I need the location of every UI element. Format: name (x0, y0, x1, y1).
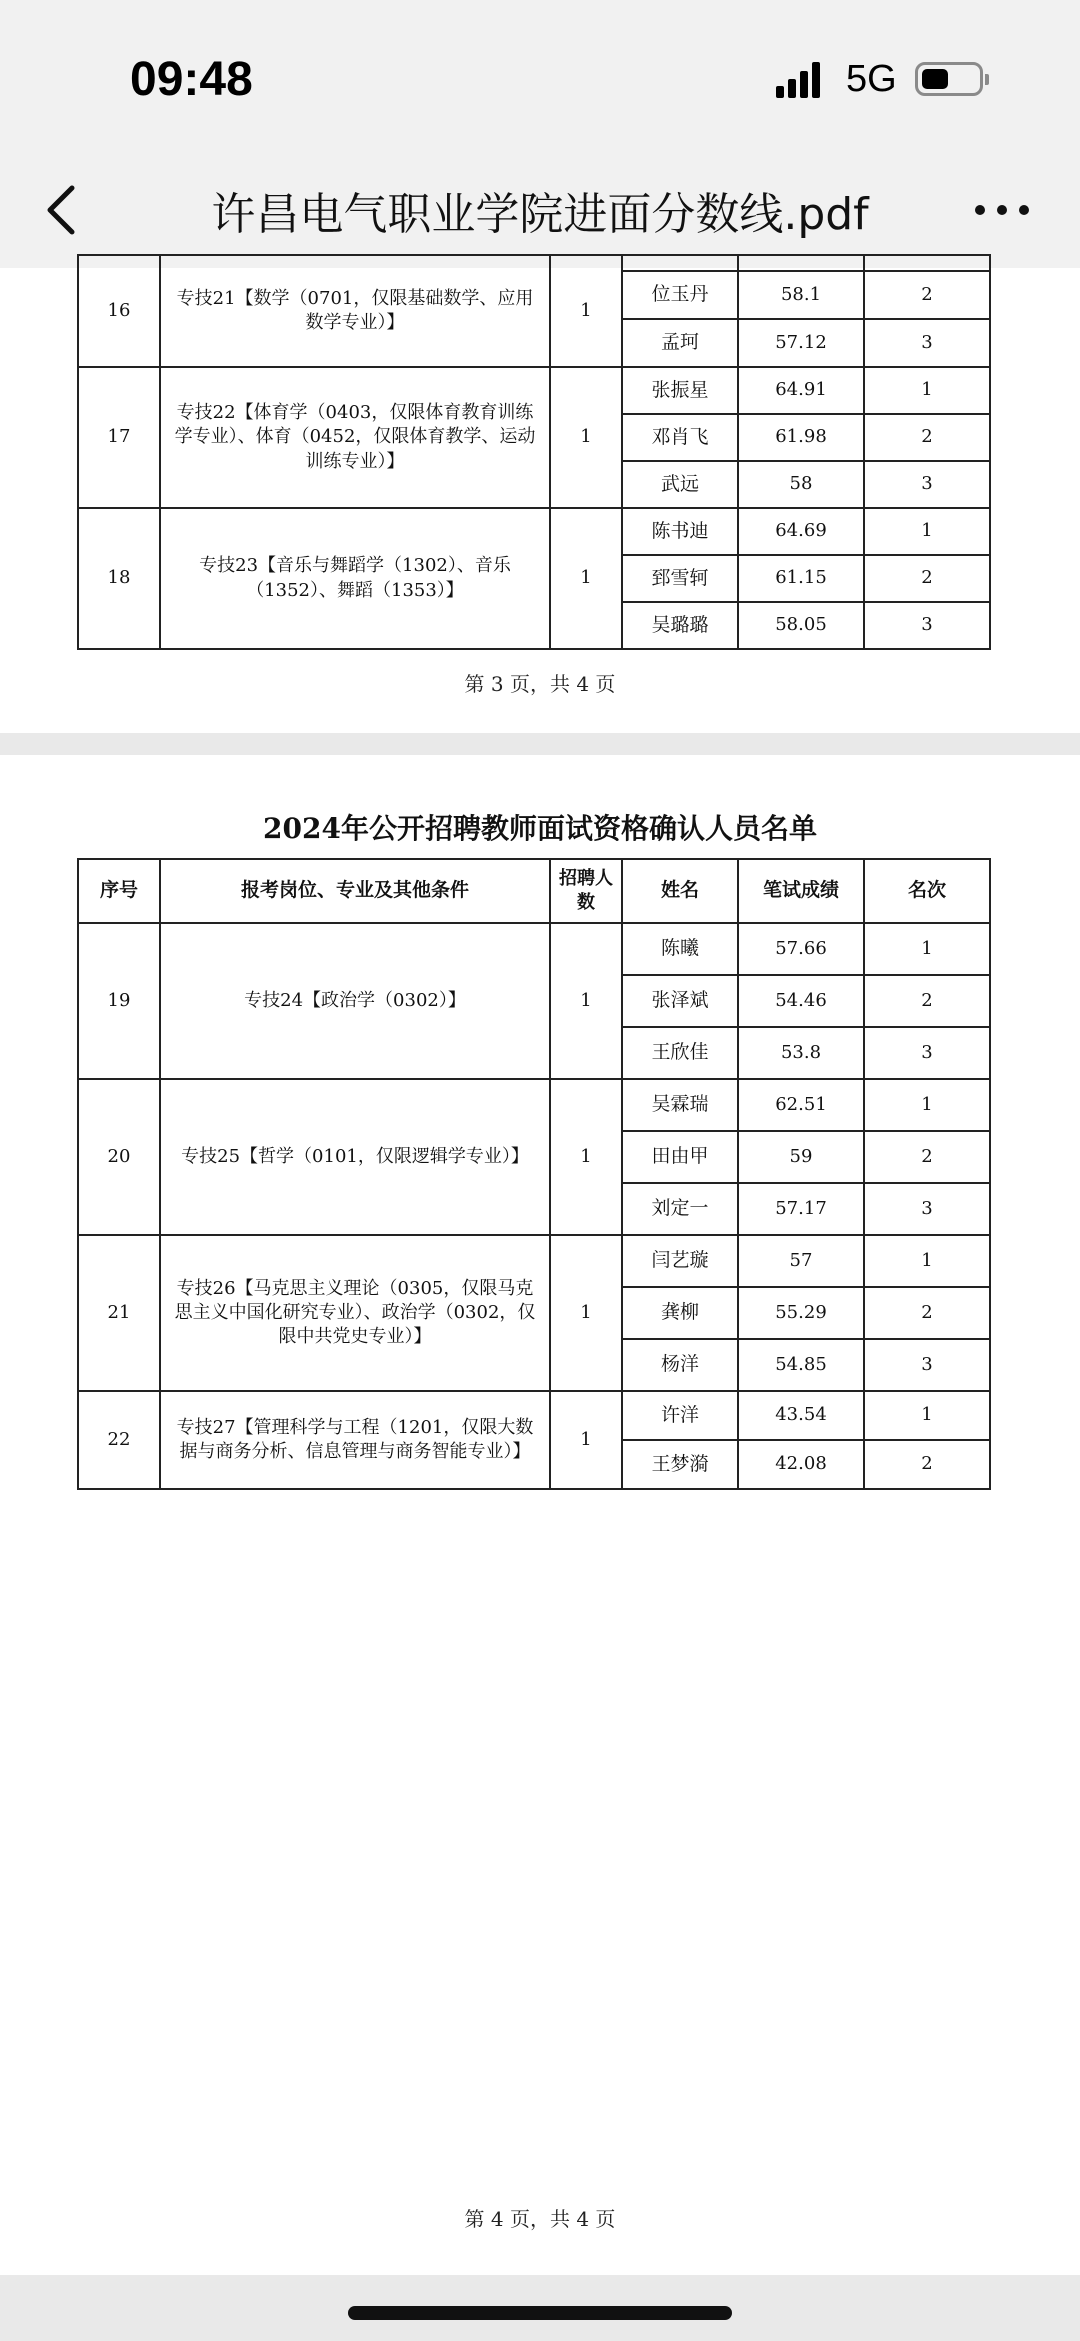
rank: 1 (864, 1391, 990, 1440)
header-post: 报考岗位、专业及其他条件 (160, 859, 550, 923)
battery-icon (915, 62, 983, 96)
pdf-page-3[interactable] (0, 268, 1080, 733)
more-horizontal-icon (972, 200, 1032, 220)
hiring-count: 1 (550, 508, 622, 649)
page3-table (77, 254, 991, 650)
rank: 3 (864, 1183, 990, 1235)
rank: 1 (864, 1235, 990, 1287)
exam-score: 43.54 (738, 1391, 864, 1440)
row-number: 22 (78, 1391, 160, 1489)
candidate-name: 陈曦 (622, 923, 738, 975)
hiring-count: 1 (550, 255, 622, 367)
rank: 3 (864, 602, 990, 649)
header-score: 笔试成绩 (738, 859, 864, 923)
rank: 2 (864, 555, 990, 602)
row-number: 16 (78, 255, 160, 367)
candidate-name: 王梦漪 (622, 1440, 738, 1489)
rank: 1 (864, 508, 990, 555)
exam-score: 57.17 (738, 1183, 864, 1235)
exam-score: 53.8 (738, 1027, 864, 1079)
exam-score: 59 (738, 1131, 864, 1183)
rank: 3 (864, 461, 990, 508)
candidate-name: 吴璐璐 (622, 602, 738, 649)
post-conditions: 专技24【政治学（0302）】 (160, 923, 550, 1079)
candidate-name: 吴霖瑞 (622, 1079, 738, 1131)
candidate-name: 陈书迪 (622, 508, 738, 555)
exam-score: 58.05 (738, 602, 864, 649)
candidate-name: 王欣佳 (622, 1027, 738, 1079)
exam-score: 57.12 (738, 319, 864, 367)
candidate-name: 张泽斌 (622, 975, 738, 1027)
hiring-count: 1 (550, 367, 622, 508)
home-indicator[interactable] (348, 2306, 732, 2320)
candidate-name: 刘定一 (622, 1183, 738, 1235)
page-number: 第 3 页，共 4 页 (464, 672, 616, 696)
candidate-name: 闫艺璇 (622, 1235, 738, 1287)
candidate-name: 田由甲 (622, 1131, 738, 1183)
candidate-name: 邓肖飞 (622, 414, 738, 461)
post-conditions: 专技23【音乐与舞蹈学（1302）、音乐（1352）、舞蹈（1353）】 (160, 508, 550, 649)
rank: 2 (864, 271, 990, 319)
exam-score: 57 (738, 1235, 864, 1287)
candidate-name: 许洋 (622, 1391, 738, 1440)
nav-bar (0, 150, 1080, 268)
rank: 2 (864, 1287, 990, 1339)
candidate-name: 龚柳 (622, 1287, 738, 1339)
post-conditions: 专技26【马克思主义理论（0305，仅限马克思主义中国化研究专业）、政治学（0302，仅限中共党史专业）】 (160, 1235, 550, 1391)
rank: 3 (864, 319, 990, 367)
chevron-left-icon (38, 180, 88, 240)
header-rank: 名次 (864, 859, 990, 923)
exam-score: 58 (738, 461, 864, 508)
hiring-count: 1 (550, 1235, 622, 1391)
status-time: 09:48 (130, 53, 253, 106)
exam-score: 57.66 (738, 923, 864, 975)
hiring-count: 1 (550, 923, 622, 1079)
exam-score: 64.91 (738, 367, 864, 414)
candidate-name: 位玉丹 (622, 271, 738, 319)
post-conditions: 专技25【哲学（0101，仅限逻辑学专业）】 (160, 1079, 550, 1235)
exam-score: 58.1 (738, 271, 864, 319)
hiring-count: 1 (550, 1391, 622, 1489)
rank: 2 (864, 1131, 990, 1183)
header-no: 序号 (78, 859, 160, 923)
exam-score: 55.29 (738, 1287, 864, 1339)
page-number: 第 4 页，共 4 页 (464, 2207, 616, 2231)
rank: 1 (864, 367, 990, 414)
candidate-name: 武远 (622, 461, 738, 508)
rank: 3 (864, 1339, 990, 1391)
candidate-name: 郅雪轲 (622, 555, 738, 602)
network-type: 5G (846, 58, 897, 100)
candidate-name: 张振星 (622, 367, 738, 414)
table-title: 2024年公开招聘教师面试资格确认人员名单 (263, 812, 817, 845)
rank: 1 (864, 923, 990, 975)
header-count: 招聘人数 (550, 859, 622, 923)
status-bar (0, 0, 1080, 150)
post-conditions: 专技27【管理科学与工程（1201，仅限大数据与商务分析、信息管理与商务智能专业）】 (160, 1391, 550, 1489)
row-number: 19 (78, 923, 160, 1079)
page4-table (77, 858, 991, 1490)
row-number: 21 (78, 1235, 160, 1391)
more-button[interactable] (972, 200, 1032, 220)
back-button[interactable] (38, 180, 88, 240)
rank: 2 (864, 975, 990, 1027)
exam-score: 54.85 (738, 1339, 864, 1391)
cellular-signal-icon (776, 62, 820, 98)
post-conditions: 专技21【数学（0701，仅限基础数学、应用数学专业）】 (160, 255, 550, 367)
exam-score: 64.69 (738, 508, 864, 555)
exam-score: 54.46 (738, 975, 864, 1027)
pdf-page-4[interactable] (0, 755, 1080, 2275)
rank: 3 (864, 1027, 990, 1079)
exam-score: 42.08 (738, 1440, 864, 1489)
header-name: 姓名 (622, 859, 738, 923)
document-title: 许昌电气职业学院进面分数线.pdf (211, 189, 869, 240)
row-number: 18 (78, 508, 160, 649)
candidate-name: 孟珂 (622, 319, 738, 367)
row-number: 20 (78, 1079, 160, 1235)
exam-score: 61.15 (738, 555, 864, 602)
hiring-count: 1 (550, 1079, 622, 1235)
candidate-name: 杨洋 (622, 1339, 738, 1391)
post-conditions: 专技22【体育学（0403，仅限体育教育训练学专业）、体育（0452，仅限体育教学、运动训练专业）】 (160, 367, 550, 508)
row-number: 17 (78, 367, 160, 508)
rank: 1 (864, 1079, 990, 1131)
rank: 2 (864, 1440, 990, 1489)
rank: 2 (864, 414, 990, 461)
exam-score: 61.98 (738, 414, 864, 461)
exam-score: 62.51 (738, 1079, 864, 1131)
